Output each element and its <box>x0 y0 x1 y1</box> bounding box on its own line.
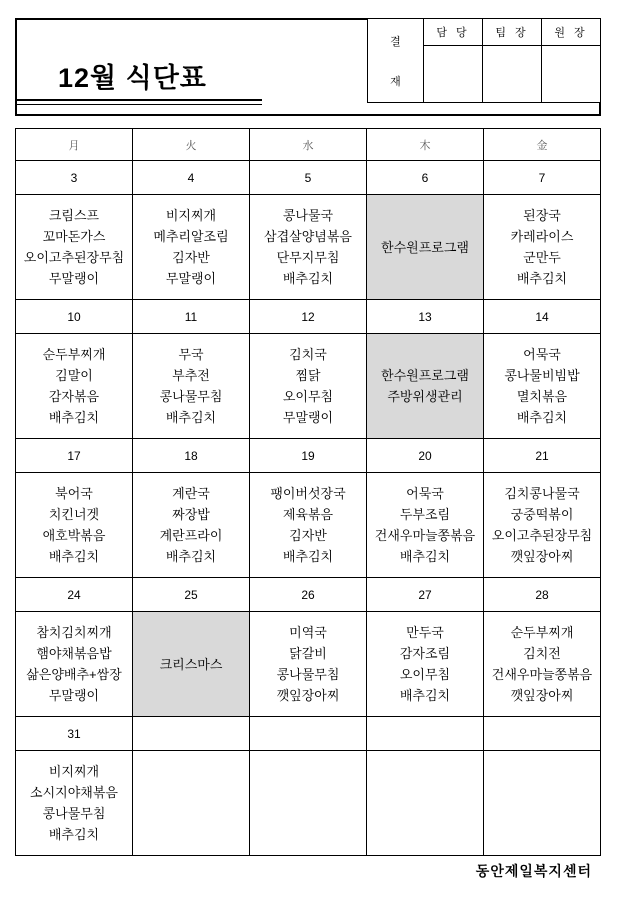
approval-sign-cell <box>542 46 601 103</box>
menu-line: 김치전 <box>523 646 561 661</box>
date-cell <box>367 717 484 751</box>
date-cell: 17 <box>16 439 133 473</box>
menu-cell <box>133 751 250 856</box>
calendar-body <box>16 129 601 856</box>
menu-line: 김자반 <box>289 528 327 543</box>
weekday-header: 月 <box>16 129 133 161</box>
menu-line: 배추김치 <box>165 549 217 564</box>
menu-cell <box>16 334 133 439</box>
menu-line: 군만두 <box>523 250 561 265</box>
menu-cell <box>484 751 601 856</box>
menu-line: 배추김치 <box>48 549 100 564</box>
menu-cell <box>133 195 250 300</box>
menu-line: 삼겹살양념볶음 <box>264 229 352 244</box>
menu-cell <box>133 612 250 717</box>
weekday-header: 水 <box>250 129 367 161</box>
menu-line: 콩나물무침 <box>159 389 223 404</box>
menu-line: 삶은양배추+쌈장 <box>26 667 122 682</box>
menu-cell <box>484 473 601 578</box>
menu-cell <box>367 473 484 578</box>
date-cell: 6 <box>367 161 484 195</box>
stamp-wrap <box>368 21 423 101</box>
menu-line: 치킨너겟 <box>48 507 100 522</box>
menu-line: 메추리알조림 <box>153 229 229 244</box>
menu-line: 오이무침 <box>282 389 334 404</box>
approval-col-wonjang: 원 장 <box>542 19 601 46</box>
menu-row <box>16 334 601 439</box>
menu-line: 한수원프로그램 <box>381 239 469 255</box>
menu-line: 주방위생관리 <box>387 389 463 404</box>
weekday-header: 金 <box>484 129 601 161</box>
menu-line: 비지찌개 <box>48 764 100 779</box>
menu-cell <box>133 473 250 578</box>
menu-line: 깻잎장아찌 <box>510 549 574 564</box>
menu-line: 무국 <box>178 347 204 362</box>
approval-sign-cell <box>483 46 542 103</box>
menu-cell <box>16 612 133 717</box>
date-cell: 28 <box>484 578 601 612</box>
menu-line: 순두부찌개 <box>510 625 574 640</box>
menu-line: 애호박볶음 <box>42 528 106 543</box>
menu-line: 어묵국 <box>523 347 561 362</box>
weekday-row <box>16 129 601 161</box>
date-row <box>16 161 601 195</box>
stamp-char-bottom: 재 <box>390 75 401 88</box>
menu-line: 배추김치 <box>516 271 568 286</box>
menu-line: 멸치볶음 <box>516 389 568 404</box>
menu-line: 된장국 <box>523 208 561 223</box>
menu-line: 콩나물비빔밥 <box>504 368 580 383</box>
date-row <box>16 439 601 473</box>
approval-col-timjang: 팀 장 <box>483 19 542 46</box>
menu-line: 감자조림 <box>399 646 451 661</box>
menu-cell <box>250 612 367 717</box>
menu-cell <box>484 612 601 717</box>
menu-cell <box>484 195 601 300</box>
menu-row <box>16 612 601 717</box>
menu-line: 한수원프로그램 <box>381 368 469 383</box>
menu-line: 두부조림 <box>399 507 451 522</box>
menu-line: 햄야채볶음밥 <box>36 646 112 661</box>
menu-cell <box>250 473 367 578</box>
date-cell: 24 <box>16 578 133 612</box>
menu-line: 깻잎장아찌 <box>276 688 340 703</box>
date-cell: 4 <box>133 161 250 195</box>
menu-line: 김치국 <box>289 347 327 362</box>
menu-line: 배추김치 <box>399 549 451 564</box>
menu-line: 배추김치 <box>282 271 334 286</box>
date-cell: 21 <box>484 439 601 473</box>
menu-cell <box>250 751 367 856</box>
page-title: 12월 식단표 <box>58 63 207 93</box>
menu-line: 콩나물무침 <box>276 667 340 682</box>
menu-line: 닭갈비 <box>289 646 327 661</box>
menu-cell <box>367 334 484 439</box>
menu-row <box>16 473 601 578</box>
menu-line: 크리스마스 <box>159 656 223 672</box>
menu-line: 오이고추된장무침 <box>23 250 125 265</box>
menu-row <box>16 751 601 856</box>
date-cell: 13 <box>367 300 484 334</box>
menu-line: 무말랭이 <box>48 271 100 286</box>
date-cell <box>133 717 250 751</box>
menu-line: 배추김치 <box>165 410 217 425</box>
menu-line: 계란국 <box>172 486 210 501</box>
menu-line: 찜닭 <box>295 368 321 383</box>
menu-line: 오이고추된장무침 <box>491 528 593 543</box>
menu-line: 감자볶음 <box>48 389 100 404</box>
menu-cell <box>367 612 484 717</box>
weekday-header: 火 <box>133 129 250 161</box>
menu-line: 배추김치 <box>48 410 100 425</box>
approval-header-row <box>368 19 601 46</box>
menu-row <box>16 195 601 300</box>
menu-cell <box>16 751 133 856</box>
menu-line: 김치콩나물국 <box>504 486 580 501</box>
date-cell: 14 <box>484 300 601 334</box>
date-cell: 10 <box>16 300 133 334</box>
menu-line: 무말랭이 <box>282 410 334 425</box>
menu-line: 건새우마늘쫑볶음 <box>491 667 593 682</box>
date-row <box>16 300 601 334</box>
menu-line: 무말랭이 <box>165 271 217 286</box>
menu-line: 콩나물국 <box>282 208 334 223</box>
approval-stamp-cell <box>368 19 424 103</box>
menu-line: 깻잎장아찌 <box>510 688 574 703</box>
menu-line: 순두부찌개 <box>42 347 106 362</box>
date-cell: 31 <box>16 717 133 751</box>
menu-cell <box>16 473 133 578</box>
menu-line: 제육볶음 <box>282 507 334 522</box>
menu-line: 궁중떡볶이 <box>510 507 574 522</box>
weekday-header: 木 <box>367 129 484 161</box>
approval-col-damdang: 담 당 <box>424 19 483 46</box>
menu-line: 크림스프 <box>48 208 100 223</box>
menu-line: 미역국 <box>289 625 327 640</box>
date-cell: 7 <box>484 161 601 195</box>
menu-line: 소시지야채볶음 <box>30 785 118 800</box>
approval-sign-cell <box>424 46 483 103</box>
menu-line: 계란프라이 <box>159 528 223 543</box>
menu-cell <box>16 195 133 300</box>
date-row <box>16 578 601 612</box>
calendar-table <box>15 128 601 856</box>
menu-line: 북어국 <box>55 486 93 501</box>
date-cell: 5 <box>250 161 367 195</box>
menu-line: 김말이 <box>55 368 93 383</box>
menu-line: 단무지무침 <box>276 250 340 265</box>
menu-line: 부추전 <box>172 368 210 383</box>
menu-line: 참치김치찌개 <box>36 625 112 640</box>
menu-line: 만두국 <box>406 625 444 640</box>
footer-org-name: 동안제일복지센터 <box>475 863 592 879</box>
date-cell <box>484 717 601 751</box>
date-cell: 25 <box>133 578 250 612</box>
menu-line: 무말랭이 <box>48 688 100 703</box>
menu-cell <box>133 334 250 439</box>
menu-line: 비지찌개 <box>165 208 217 223</box>
date-cell: 3 <box>16 161 133 195</box>
stamp-char-top: 결 <box>390 35 401 48</box>
date-cell: 27 <box>367 578 484 612</box>
date-cell: 19 <box>250 439 367 473</box>
title-underline <box>17 99 262 105</box>
date-row <box>16 717 601 751</box>
date-cell: 26 <box>250 578 367 612</box>
menu-cell <box>250 334 367 439</box>
menu-line: 카레라이스 <box>510 229 574 244</box>
menu-line: 콩나물무침 <box>42 806 106 821</box>
date-cell: 11 <box>133 300 250 334</box>
date-cell <box>250 717 367 751</box>
menu-line: 오이무침 <box>399 667 451 682</box>
menu-line: 배추김치 <box>282 549 334 564</box>
menu-line: 팽이버섯장국 <box>270 486 346 501</box>
menu-line: 어묵국 <box>406 486 444 501</box>
menu-line: 짜장밥 <box>172 507 210 522</box>
menu-line: 배추김치 <box>48 827 100 842</box>
menu-line: 배추김치 <box>516 410 568 425</box>
date-cell: 20 <box>367 439 484 473</box>
menu-line: 꼬마돈가스 <box>42 229 106 244</box>
menu-cell <box>367 751 484 856</box>
menu-cell <box>367 195 484 300</box>
menu-line: 김자반 <box>172 250 210 265</box>
menu-line: 건새우마늘쫑볶음 <box>374 528 476 543</box>
menu-cell <box>484 334 601 439</box>
menu-cell <box>250 195 367 300</box>
approval-box <box>367 18 601 103</box>
menu-line: 배추김치 <box>399 688 451 703</box>
date-cell: 18 <box>133 439 250 473</box>
date-cell: 12 <box>250 300 367 334</box>
